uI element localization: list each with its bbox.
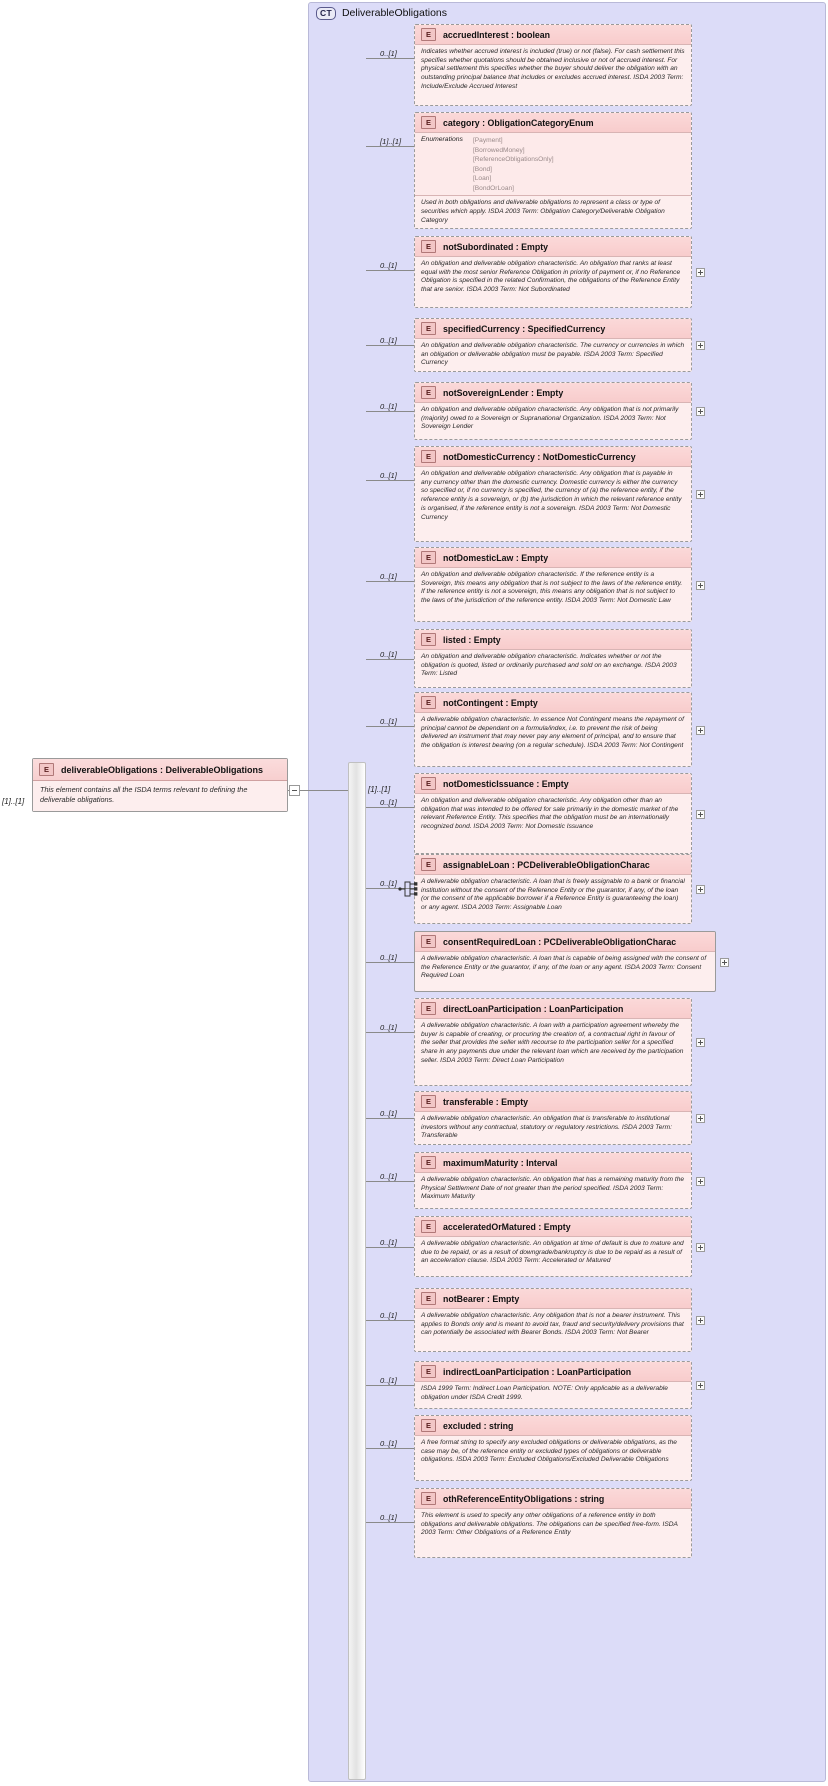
element-description: A deliverable obligation characteristic. An obligation at time of default is due to mature and due to be repaid, or as a result of downgrade/bankruptcy is due to be repaid as a result of an acceleration clause. ISDA 2003 Term: Accelerated or Matured (415, 1236, 691, 1270)
element-item[interactable] (414, 318, 692, 372)
expand-toggle-icon[interactable] (696, 1243, 705, 1252)
connector-line (366, 58, 414, 59)
element-header (415, 237, 691, 256)
element-cardinality: 0..[1] (380, 261, 397, 270)
element-box (414, 1288, 692, 1352)
root-element-cardinality: [1]..[1] (2, 797, 25, 806)
element-header (415, 1489, 691, 1508)
element-header (415, 1416, 691, 1435)
connector-line (366, 807, 414, 808)
complextype-header (316, 5, 447, 21)
element-description: A free format string to specify any excluded obligations or deliverable obligations, as the case may be, of the reference entity or excluded types of obligations or deliverable obligations. ISDA 2003 Term: Excluded Obligations/Excluded Deliverable Obligations (415, 1435, 691, 1469)
element-cardinality: 0..[1] (380, 1376, 397, 1385)
element-box (414, 854, 692, 924)
element-box (414, 446, 692, 542)
element-box (414, 1216, 692, 1277)
enumerations-label: Enumerations (421, 136, 463, 143)
expand-toggle-icon[interactable] (696, 1114, 705, 1123)
enumeration-value: [BondOrLoan] (472, 184, 514, 192)
element-cardinality: 0..[1] (380, 1439, 397, 1448)
element-name: maximumMaturity : Interval (443, 1157, 558, 1168)
element-description: An obligation and deliverable obligation characteristic. The currency or currencies in which an obligation or deliverable obligation must be payable. ISDA 2003 Term: Specified Currency (415, 338, 691, 372)
element-item[interactable] (414, 692, 692, 767)
element-name: directLoanParticipation : LoanParticipation (443, 1003, 624, 1014)
element-name: notDomesticIssuance : Empty (443, 778, 569, 789)
element-header (415, 319, 691, 338)
element-name: listed : Empty (443, 634, 501, 645)
element-icon: E (421, 386, 436, 399)
element-box (414, 998, 692, 1086)
expand-toggle-icon[interactable] (696, 1038, 705, 1047)
element-box (414, 773, 692, 854)
element-box (414, 629, 692, 688)
expand-toggle-icon[interactable] (696, 1177, 705, 1186)
element-icon: E (421, 28, 436, 41)
root-element-description: This element contains all the ISDA terms relevant to defining the deliverable obligations. (33, 781, 287, 811)
element-header (415, 1092, 691, 1111)
element-name: category : ObligationCategoryEnum (443, 117, 594, 128)
element-description: A deliverable obligation characteristic. In essence Not Contingent means the repayment of principal cannot be dependant on a formula/index, i.e. to prevent the risk of being delivered an instrument that may never pay any element of principal, and to ensure that the obligation is interest bearing (on a regular schedule). ISDA 2003 Term: Not Contingent (415, 712, 691, 755)
element-cardinality: 0..[1] (380, 1023, 397, 1032)
element-icon: E (421, 633, 436, 646)
element-description: Used in both obligations and deliverable obligations to represent a class or type of securities which apply. ISDA 2003 Term: Obligation Category/Deliverable Obligation Category (415, 195, 691, 229)
element-cardinality: 0..[1] (380, 471, 397, 480)
element-item[interactable] (414, 446, 692, 542)
element-item[interactable] (414, 1488, 692, 1558)
element-box (414, 931, 716, 992)
element-cardinality: 0..[1] (380, 1109, 397, 1118)
element-name: accruedInterest : boolean (443, 29, 551, 40)
connector-line (366, 1448, 414, 1449)
element-header (415, 999, 691, 1018)
element-box (414, 1361, 692, 1409)
element-item[interactable] (414, 236, 692, 308)
element-icon: E (421, 1220, 436, 1233)
element-icon: E (421, 322, 436, 335)
element-name: consentRequiredLoan : PCDeliverableObligationCharac (443, 936, 677, 947)
element-icon: E (421, 1095, 436, 1108)
element-cardinality: 0..[1] (380, 336, 397, 345)
element-box (414, 1488, 692, 1558)
element-name: notBearer : Empty (443, 1293, 520, 1304)
element-icon: E (421, 1419, 436, 1432)
element-item[interactable] (414, 1152, 692, 1209)
element-description: An obligation and deliverable obligation characteristic. An obligation that ranks at least equal with the most senior Reference Obligation in priority of payment or, if no Reference Obligation is specified in the related Confirmation, the obligations of the Reference Entity that are senior. ISDA 2003 Term: Not Subordinated (415, 256, 691, 299)
element-description: An obligation and deliverable obligation characteristic. Any obligation other than an obligation that was intended to be offered for sale primarily in the domestic market of the relevant Reference Entity. This specifies that the obligation must be an internationally recognized bond. ISDA 2003 Term: Not Domestic Issuance (415, 793, 691, 836)
connector-line (366, 659, 414, 660)
element-item[interactable] (414, 854, 692, 924)
element-item[interactable] (414, 1216, 692, 1277)
element-description: A deliverable obligation characteristic. Any obligation that is not a bearer instrument. This applies to Bonds only and is meant to avoid tax, fraud and security/delivery provisions that can potentially be associated with Bearer Bonds. ISDA 2003 Term: Not Bearer (415, 1308, 691, 1342)
element-icon: E (421, 1156, 436, 1169)
expand-toggle-icon[interactable] (696, 268, 705, 277)
element-icon: E (421, 1365, 436, 1378)
element-header (415, 774, 691, 793)
element-box (414, 318, 692, 372)
root-element-header (33, 759, 287, 781)
element-cardinality: 0..[1] (380, 49, 397, 58)
connector-line (366, 1247, 414, 1248)
expand-toggle-icon[interactable] (696, 1381, 705, 1390)
element-cardinality: 0..[1] (380, 649, 397, 659)
element-box (414, 236, 692, 308)
connector-line (366, 726, 414, 727)
element-icon: E (421, 858, 436, 871)
expand-toggle-icon[interactable] (696, 581, 705, 590)
element-header (415, 1153, 691, 1172)
element-item[interactable] (414, 382, 692, 440)
element-description: This element is used to specify any other obligations of a reference entity in both obligations and deliverable obligations. The obligations can be specified free-form. ISDA 2003 Term: Other Obligations of a Reference Entity (415, 1508, 691, 1542)
element-box (414, 692, 692, 767)
collapse-toggle-icon[interactable] (289, 785, 300, 796)
element-name: acceleratedOrMatured : Empty (443, 1221, 571, 1232)
element-description: An obligation and deliverable obligation characteristic. If the reference entity is a Sovereign, this means any obligation that is not subject to the laws of the reference entity. If the reference entity is not a sovereign, this means any obligation that is not subject to the laws of the jurisdiction of the reference entity. ISDA 2003 Term: Not Domestic Law (415, 567, 691, 610)
connector-line (366, 1181, 414, 1182)
element-header (415, 855, 691, 874)
connector-line (366, 270, 414, 271)
element-header (415, 693, 691, 712)
element-cardinality: 0..[1] (380, 572, 397, 581)
element-item[interactable] (414, 629, 692, 688)
element-box (414, 1415, 692, 1481)
connector-line (366, 411, 414, 412)
element-header (415, 383, 691, 402)
element-icon: E (421, 696, 436, 709)
element-description: A deliverable obligation characteristic. An obligation that is transferable to institutional investors without any contractual, statutory or regulatory restrictions. ISDA 2003 Term: Transferable (415, 1111, 691, 1145)
connector-line (366, 1385, 414, 1386)
element-item[interactable] (414, 998, 692, 1086)
sequence-cardinality: [1]..[1] (368, 785, 391, 794)
element-icon: E (421, 551, 436, 564)
element-item[interactable] (414, 1361, 692, 1409)
enumeration-value: [BorrowedMoney] (472, 146, 525, 154)
element-icon: E (39, 763, 54, 776)
element-header (415, 630, 691, 649)
element-box (414, 382, 692, 440)
sequence-compositor-icon[interactable] (398, 880, 420, 898)
expand-toggle-icon[interactable] (696, 810, 705, 819)
enumeration-value: [Bond] (472, 165, 493, 173)
element-item[interactable] (414, 773, 692, 854)
element-box (414, 547, 692, 622)
element-icon: E (421, 450, 436, 463)
element-name: othReferenceEntityObligations : string (443, 1493, 605, 1504)
element-icon: E (421, 240, 436, 253)
element-cardinality: 0..[1] (380, 879, 397, 888)
root-element-box[interactable] (32, 758, 288, 812)
element-header (415, 113, 691, 132)
element-icon: E (421, 1002, 436, 1015)
element-name: notDomesticCurrency : NotDomesticCurrency (443, 451, 636, 462)
element-description: A deliverable obligation characteristic. A loan that is capable of being assigned with the consent of the Reference Entity or the guarantor, if any, of the loan or any agent. ISDA 2003 Term: Consent Required Loan (415, 951, 715, 985)
element-header (415, 548, 691, 567)
element-item[interactable] (414, 547, 692, 622)
element-item[interactable] (414, 24, 692, 106)
element-name: notDomesticLaw : Empty (443, 552, 549, 563)
expand-toggle-icon[interactable] (696, 490, 705, 499)
enumerations-block (415, 132, 691, 195)
element-cardinality: 0..[1] (380, 798, 397, 807)
element-description: An obligation and deliverable obligation characteristic. Any obligation that is not primarily (majority) owed to a Sovereign or Supranational Organization. ISDA 2003 Term: Not Sovereign Lender (415, 402, 691, 436)
element-header (415, 25, 691, 44)
element-icon: E (421, 1492, 436, 1505)
element-name: notContingent : Empty (443, 697, 538, 708)
expand-toggle-icon[interactable] (696, 726, 705, 735)
element-name: excluded : string (443, 1420, 514, 1431)
connector-line (366, 962, 414, 963)
element-item[interactable] (414, 112, 692, 229)
element-header (415, 1217, 691, 1236)
element-box (414, 1091, 692, 1145)
connector-line (366, 146, 414, 147)
element-description: ISDA 1999 Term: Indirect Loan Participation. NOTE: Only applicable as a deliverable obligation under ISDA Credit 1999. (415, 1381, 691, 1406)
element-cardinality: 0..[1] (380, 717, 397, 726)
complextype-title: DeliverableObligations (341, 7, 447, 19)
element-cardinality: 0..[1] (380, 1237, 397, 1247)
element-description: Indicates whether accrued interest is included (true) or not (false). For cash settlement this specifies whether quotations should be obtained inclusive or not of accrued interest. For physical settlement this specifies whether the buyer should deliver the obligation with an outstanding principal balance that includes or excludes accrued interest. ISDA 2003 Term: Include/Exclude Accrued Interest (415, 44, 691, 96)
element-name: notSovereignLender : Empty (443, 387, 564, 398)
element-description: A deliverable obligation characteristic. An obligation that has a remaining maturity from the Physical Settlement Date of not greater than the period specified. ISDA 2003 Term: Maximum Maturity (415, 1172, 691, 1206)
enumeration-value: [Loan] (472, 175, 492, 183)
connector-line (366, 345, 414, 346)
element-header (415, 447, 691, 466)
element-header (415, 1289, 691, 1308)
element-icon: E (421, 777, 436, 790)
connector-line (366, 1118, 414, 1119)
expand-toggle-icon[interactable] (696, 341, 705, 350)
element-box (414, 1152, 692, 1209)
element-name: specifiedCurrency : SpecifiedCurrency (443, 323, 606, 334)
expand-toggle-icon[interactable] (696, 885, 705, 894)
enumerations-values (473, 136, 554, 193)
element-item[interactable] (414, 931, 716, 992)
complextype-badge: CT (316, 7, 336, 20)
connector-line (366, 1320, 414, 1321)
element-box (414, 112, 692, 229)
element-icon: E (421, 116, 436, 129)
sequence-compositor-bar (348, 762, 366, 1780)
connector-line (366, 1522, 414, 1523)
enumeration-value: [ReferenceObligationsOnly] (472, 156, 554, 164)
element-header (415, 1362, 691, 1381)
connector-line (366, 581, 414, 582)
connector-line (366, 480, 414, 481)
element-cardinality: 0..[1] (380, 402, 397, 411)
expand-toggle-icon[interactable] (696, 407, 705, 416)
element-cardinality: 0..[1] (380, 1513, 397, 1522)
connector-line (366, 1032, 414, 1033)
element-item[interactable] (414, 1288, 692, 1352)
element-item[interactable] (414, 1415, 692, 1481)
element-box (414, 24, 692, 106)
element-cardinality: 0..[1] (380, 1171, 397, 1181)
element-icon: E (421, 935, 436, 948)
element-cardinality: [1]..[1] (380, 137, 402, 146)
element-cardinality: 0..[1] (380, 952, 397, 962)
element-header (415, 932, 715, 951)
expand-toggle-icon[interactable] (720, 958, 729, 967)
element-description: A deliverable obligation characteristic. A loan that is freely assignable to a bank or financial institution without the consent of the Reference Entity or the guarantor, if any, of the loan (or the consent of the applicable borrower if a Reference Entity is guaranteeing the loan) or any agent. ISDA 2003 Term: Assignable Loan (415, 874, 691, 917)
element-icon: E (421, 1292, 436, 1305)
element-description: An obligation and deliverable obligation characteristic. Any obligation that is payable in any currency other than the domestic currency. Domestic currency is either the currency so specified or, if no currency is specified, the currency of (a) the reference entity, if the reference entity is a sovereign, or (b) the jurisdiction in which the relevant reference entity is organised, if the reference entity is not a sovereign. ISDA 2003 Term: Not Domestic Currency (415, 466, 691, 526)
expand-toggle-icon[interactable] (696, 1316, 705, 1325)
element-name: transferable : Empty (443, 1096, 529, 1107)
element-description: A deliverable obligation characteristic. A loan with a participation agreement whereby the buyer is capable of creating, or procuring the creation of, a contractual right in favour of the seller that provides the seller with recourse to the participation seller for a specified share in any payments due under the relevant loan which are received by the participation seller. ISDA 2003 Term: Direct Loan Participation (415, 1018, 691, 1070)
element-name: assignableLoan : PCDeliverableObligationCharac (443, 859, 650, 870)
element-cardinality: 0..[1] (380, 1311, 397, 1320)
root-element-name: deliverableObligations : DeliverableObligations (61, 764, 264, 775)
element-name: indirectLoanParticipation : LoanParticipation (443, 1366, 632, 1377)
element-name: notSubordinated : Empty (443, 241, 549, 252)
enumeration-value: [Payment] (472, 137, 503, 144)
element-description: An obligation and deliverable obligation characteristic. Indicates whether or not the obligation is quoted, listed or ordinarily purchased and sold on an exchange. ISDA 2003 Term: Listed (415, 649, 691, 683)
element-item[interactable] (414, 1091, 692, 1145)
